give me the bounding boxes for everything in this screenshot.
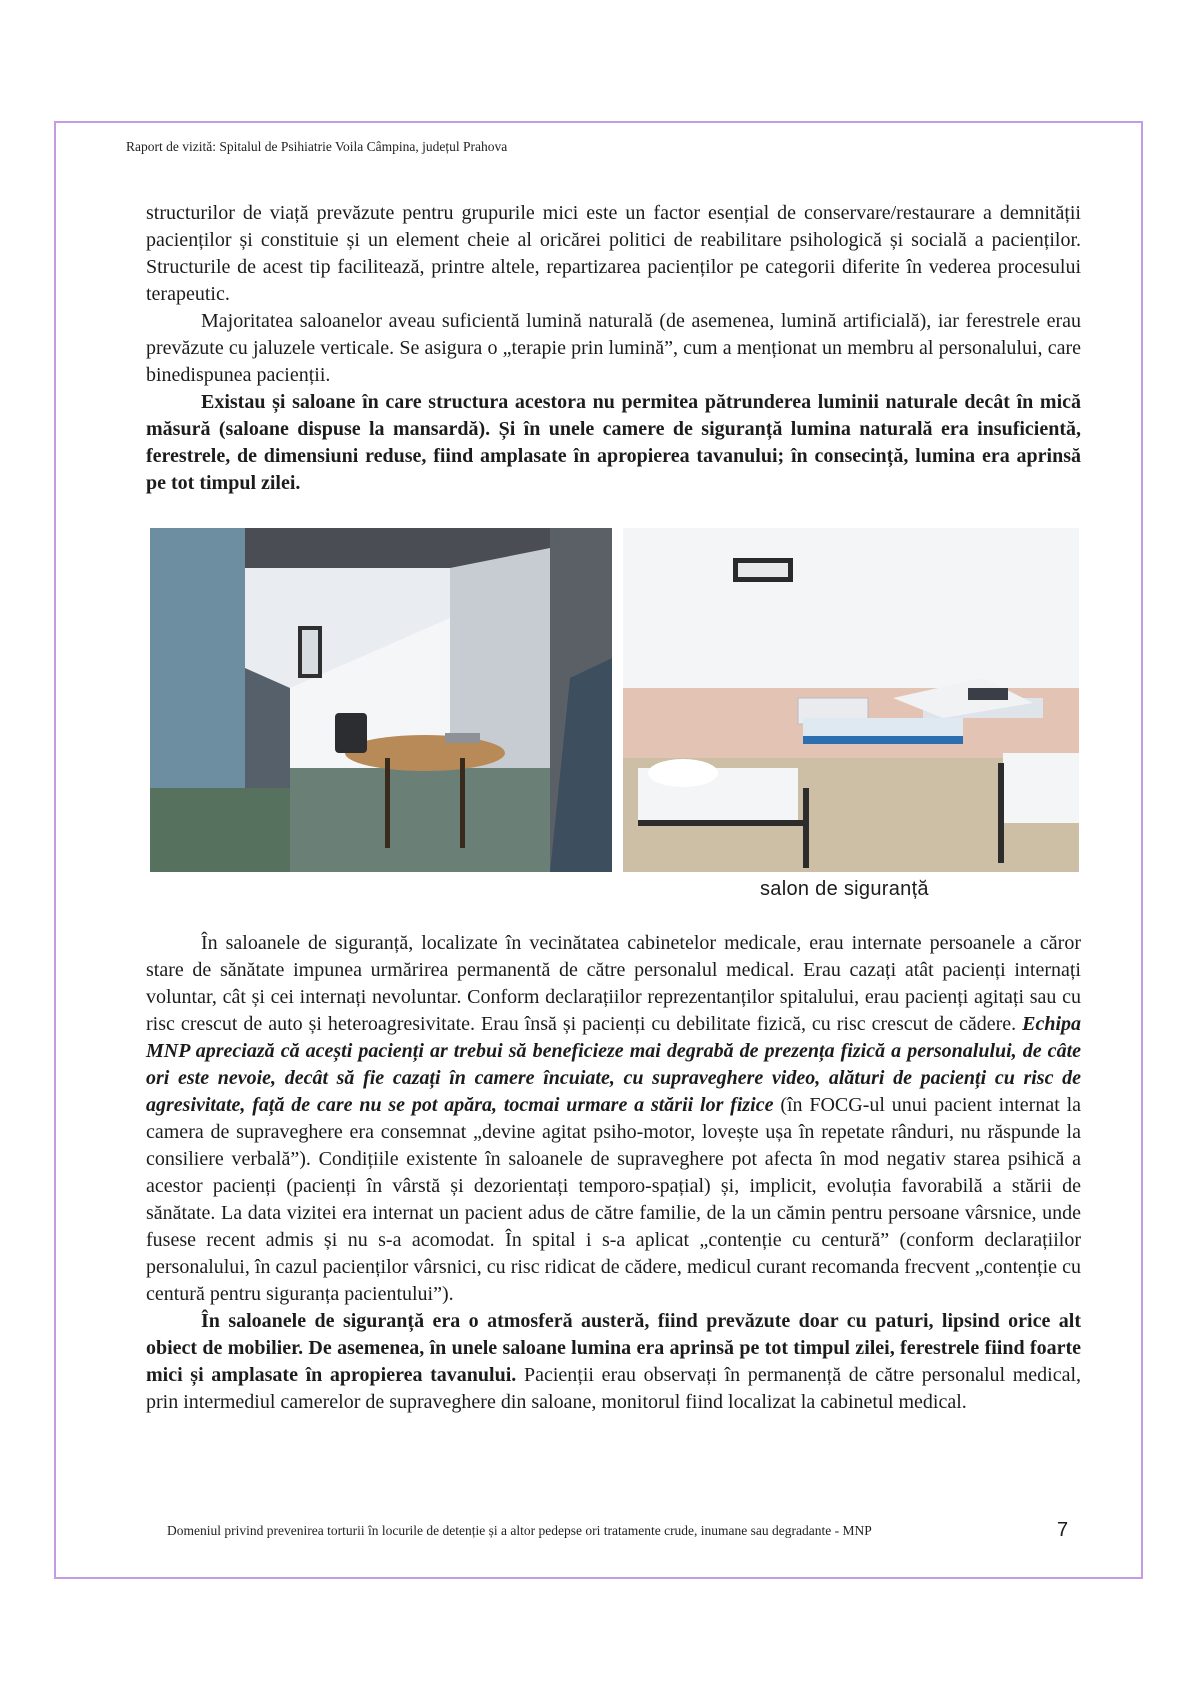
paragraph-continuation: structurilor de viață prevăzute pentru grupurile mici este un factor esențial de conservare/restaurare a demnității pacienților și constituie și un element cheie al oricărei politici de reabilitare psihologică și socială a pacienților. Structurile de acest tip facilitează, printre altele, repartizarea pacienților pe categorii diferite în vederea procesului terapeutic. [146, 202, 1081, 305]
page-number: 7 [1057, 1519, 1069, 1541]
safety-wards-details: (în FOCG-ul unui pacient internat la camera de supraveghere era consemnat „devine agitat psiho-motor, lovește ușa în repetate rânduri, nu răspunde la consiliere verbală”). Condițiile existente în saloanele de supraveghere pot afecta în mod negativ starea psihică a acestor pacienți (pacienți în vârstă și dezorientați temporo-spațial) și, implicit, evoluția favorabilă a stării de sănătate. La data vizitei era internat un pacient adus de către familie, de la un cămin pentru persoane vârsnice, unde fusese recent admis și nu s-a acomodat. În spital i s-a aplicat „contenție cu centură” (conform declarațiilor personalului, în cazul pacienților vârsnici, cu risc ridicat de cădere, medicul curant recomanda frecvent „contenție cu centură pentru siguranța pacientului”). [146, 1094, 1082, 1305]
footer-text: Domeniul privind prevenirea torturii în locurile de detenție și a altor pedepse ori tratamente crude, inumane sau degradante - MNP [167, 1523, 872, 1538]
mnp-recommendation: Echipa MNP apreciază că acești pacienți ar trebui să beneficieze mai degrabă de prezența fizică a personalului, de câte ori este nevoie, decât să fie cazați în camere încuiate, cu supraveghere video, alături de pacienți cu risc de agresivitate, față de care nu se pot apăra, tocmai urmare a stării lor fizice [146, 1013, 1082, 1116]
paragraph-austere-atmosphere [146, 1308, 1081, 1416]
figure-caption: salon de siguranță [760, 878, 929, 900]
austere-finding: În saloanele de siguranță era o atmosferă austeră, fiind prevăzute doar cu paturi, lipsind orice alt obiect de mobilier. De asemenea, în unele saloane lumina era aprinsă pe tot timpul zilei, ferestrele fiind foarte mici și amplasate în apropierea tavanului. [146, 1310, 1081, 1386]
photo-safety-ward [623, 528, 1079, 872]
paragraph-natural-light: Majoritatea saloanelor aveau suficientă lumină naturală (de asemenea, lumină artificială), iar ferestrele erau prevăzute cu jaluzele verticale. Se asigura o „terapie prin lumină”, cum a menționat un membru al personalului, care binedispunea pacienții. [146, 310, 1081, 386]
text-block-top [146, 200, 1081, 497]
paragraph-bold-finding: Existau și saloane în care structura acestora nu permitea pătrunderea luminii naturale decât în mică măsură (saloane dispuse la mansardă). Și în unele camere de siguranță lumina naturală era insuficientă, ferestrele, de dimensiuni reduse, fiind amplasate în apropierea tavanului; în consecință, lumina era aprinsă pe tot timpul zilei. [146, 391, 1081, 494]
photo-attic-room [150, 528, 612, 872]
safety-wards-intro: În saloanele de siguranță, localizate în vecinătatea cabinetelor medicale, erau internate persoanele a căror stare de sănătate impunea urmărirea permanentă de către personalul medical. Erau cazați atât pacienți internați voluntar, cât și cei internați nevoluntar. Conform declarațiilor reprezentanților spitalului, erau pacienți agitați sau cu risc crescut de auto și heteroagresivitate. Erau însă și pacienți cu debilitate fizică, cu risc crescut de cădere. [146, 932, 1081, 1035]
text-block-bottom [146, 930, 1081, 1416]
running-header: Raport de vizită: Spitalul de Psihiatrie Voila Câmpina, județul Prahova [126, 139, 508, 154]
paragraph-safety-wards [146, 930, 1081, 1308]
video-monitoring-note: Pacienții erau observați în permanență de către personalul medical, prin intermediul camerelor de supraveghere din saloane, monitorul fiind localizat la cabinetul medical. [146, 1364, 1082, 1413]
